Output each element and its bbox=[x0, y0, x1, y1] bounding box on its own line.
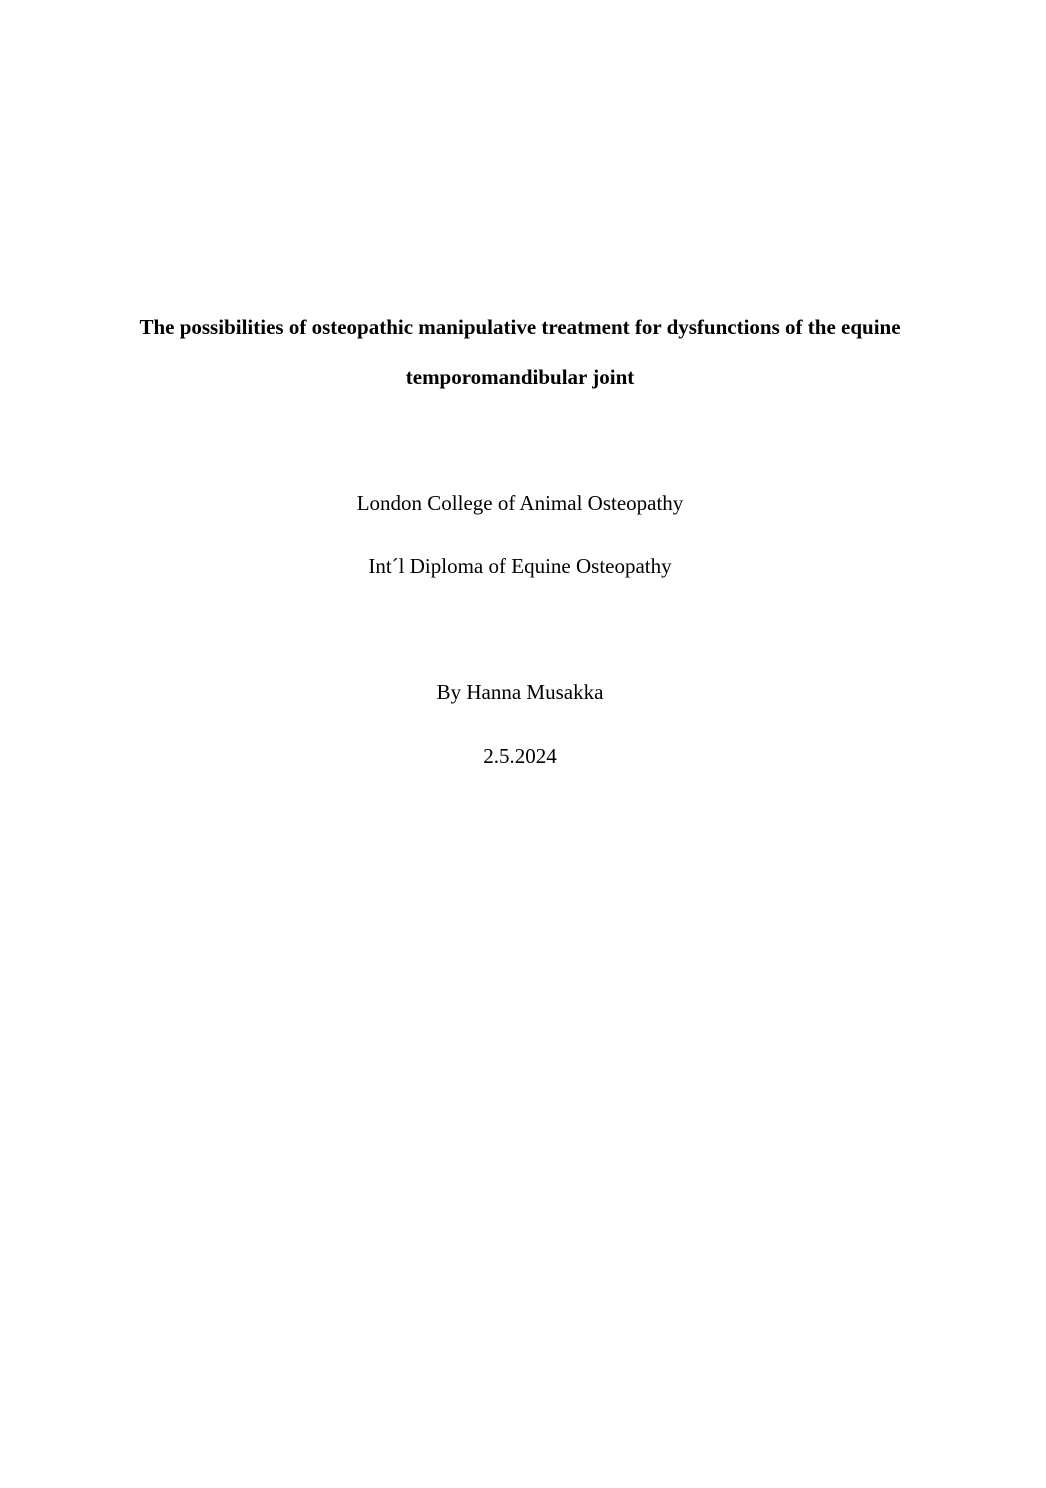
document-date: 2.5.2024 bbox=[483, 744, 557, 768]
thesis-title-line-1: The possibilities of osteopathic manipulative treatment for dysfunctions of the equine bbox=[139, 315, 901, 339]
thesis-title-line-2: temporomandibular joint bbox=[405, 365, 635, 389]
institution-name: London College of Animal Osteopathy bbox=[356, 491, 684, 515]
programme-name: Int´l Diploma of Equine Osteopathy bbox=[368, 554, 672, 578]
author-name: By Hanna Musakka bbox=[436, 680, 604, 704]
